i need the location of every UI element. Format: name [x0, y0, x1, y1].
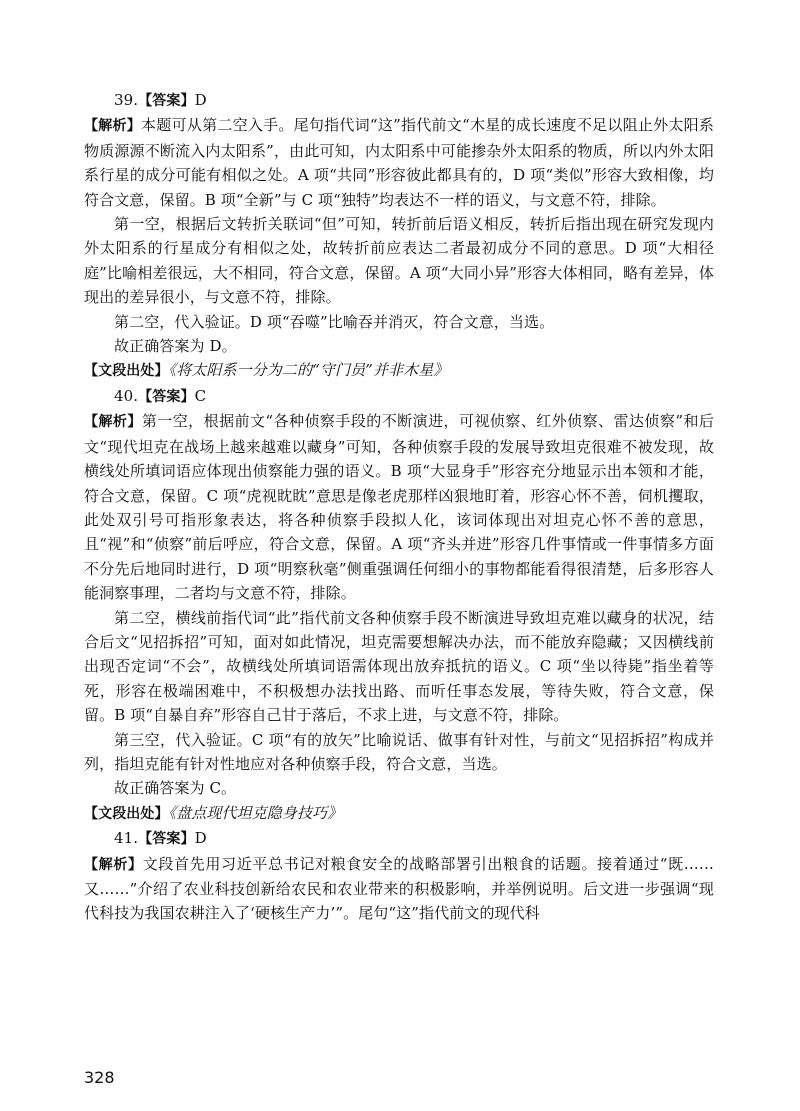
- q41-answer-tag: 【答案】: [138, 831, 195, 848]
- q39-answer-tag: 【答案】: [138, 93, 195, 109]
- q39-answer-letter: D: [194, 91, 207, 109]
- q39-analysis-text: 本题可从第二空入手。尾句指代词“这”指代前文“木星的成长速度不足以阻止外太阳系物质源源不断流入内太阳系”，由此可知，内太阳系中可能掺杂外太阳系的物质，所以内外太阳系行星的成分可能有相似之处。A 项“共同”形容彼此都具有的，D 项“类似”形容大致相像，均符合文意，保留。B 项“全新”与 C 项“独特”均表达不一样的语义，与文意不符，排除。: [84, 116, 714, 209]
- q41-answer-letter: D: [194, 829, 207, 848]
- q39-conclusion: 故正确答案为 D。: [114, 337, 237, 356]
- page-number: 328: [84, 1068, 115, 1087]
- q41-analysis: [84, 852, 714, 926]
- q40-answer-letter: C: [194, 386, 207, 405]
- q39-analysis: [84, 113, 714, 212]
- q39-second-blank: 第二空，代入验证。D 项“吞噬”比喻吞并消灭，符合文意，当选。: [114, 312, 555, 331]
- q40-source-text: 《盘点现代坦克隐身技巧》: [168, 803, 343, 822]
- q39-analysis-tag: 【解析】: [84, 118, 142, 135]
- q39-first-blank: 第一空，根据后文转折关联词“但”可知，转折前后语义相反，转折后指出现在研究发现内外太阳系的行星成分有相似之处，故转折前应表达二者最初成分不同的意思。D 项“大相径庭”比喻相差很远，大不相同，符合文意，保留。A 项“大同小异”形容大体相同，略有差异，体现出的差异很小，与文意不符，排除。: [84, 215, 714, 307]
- q40-source-tag: 【文段出处】: [84, 805, 169, 822]
- q39-source-text: 《将太阳系一分为二的“守门员”并非木星》: [168, 361, 449, 380]
- q41-number: 41.: [114, 829, 139, 848]
- q39-source: [84, 358, 714, 383]
- q41-answer-heading: [84, 826, 714, 851]
- q40-analysis-text: 第一空，根据前文“各种侦察手段的不断演进，可视侦察、红外侦察、雷达侦察”和后文“现代坦克在战场上越来越难以藏身”可知，各种侦察手段的发展导致坦克很难不被发现，故横线处所填词语应体现出侦察能力强的语义。B 项“大显身手”形容充分地显示出本领和才能，符合文意，保留。C 项“虎视眈眈”意思是像老虎那样凶狠地盯着，形容心怀不善，伺机攫取，此处双引号可指形象表达，将各种侦察手段拟人化，该词体现出对坦克心怀不善的意思，且“视”和“侦察”前后呼应，符合文意，保留。A 项“齐头并进”形容几件事情或一件事情多方面不分先后地同时进行，D 项“明察秋毫”侧重强调任何细小的事物都能看得很清楚，后多形容人能洞察事理，二者均与文意不符，排除。: [84, 412, 714, 603]
- q40-third-blank: 第三空，代入验证。C 项“有的放矢”比喻说话、做事有针对性，与前文“见招拆招”构成并列，指坦克能有针对性地应对各种侦察手段，符合文意，当选。: [84, 730, 714, 773]
- document-page: [84, 88, 714, 926]
- q39-number: 39.: [114, 91, 139, 109]
- q40-analysis-tag: 【解析】: [84, 414, 142, 431]
- q40-number: 40.: [114, 386, 139, 405]
- q40-second-blank: 第二空，横线前指代词“此”指代前文各种侦察手段不断演进导致坦克难以藏身的状况，结合后文“见招拆招”可知，面对如此情况，坦克需要想解决办法，而不能放弃隐藏；又因横线前出现否定词“不会”，故横线处所填词语需体现出放弃抵抗的语义。C 项“坐以待毙”指坐着等死，形容在极端困难中，不积极想办法找出路、而听任事态发展，等待失败，符合文意，保留。B 项“自暴自弃”形容自己甘于落后，不求上进，与文意不符，排除。: [84, 608, 714, 725]
- q41-analysis-text: 文段首先用习近平总书记对粮食安全的战略部署引出粮食的话题。接着通过“既……又……”介绍了农业科技创新给农民和农业带来的积极影响，并举例说明。后文进一步强调“现代科技为我国农耕注入了‘硬核生产力’”。尾句“这”指代前文的现代科: [84, 854, 714, 923]
- q40-conclusion: 故正确答案为 C。: [114, 779, 237, 798]
- q39-source-tag: 【文段出处】: [84, 363, 169, 380]
- q40-answer-heading: [84, 384, 714, 409]
- q41-analysis-tag: 【解析】: [84, 856, 143, 873]
- q39-answer-heading: [84, 88, 714, 113]
- q40-answer-tag: 【答案】: [138, 388, 195, 405]
- q40-source: [84, 801, 714, 826]
- q40-analysis: [84, 409, 714, 605]
